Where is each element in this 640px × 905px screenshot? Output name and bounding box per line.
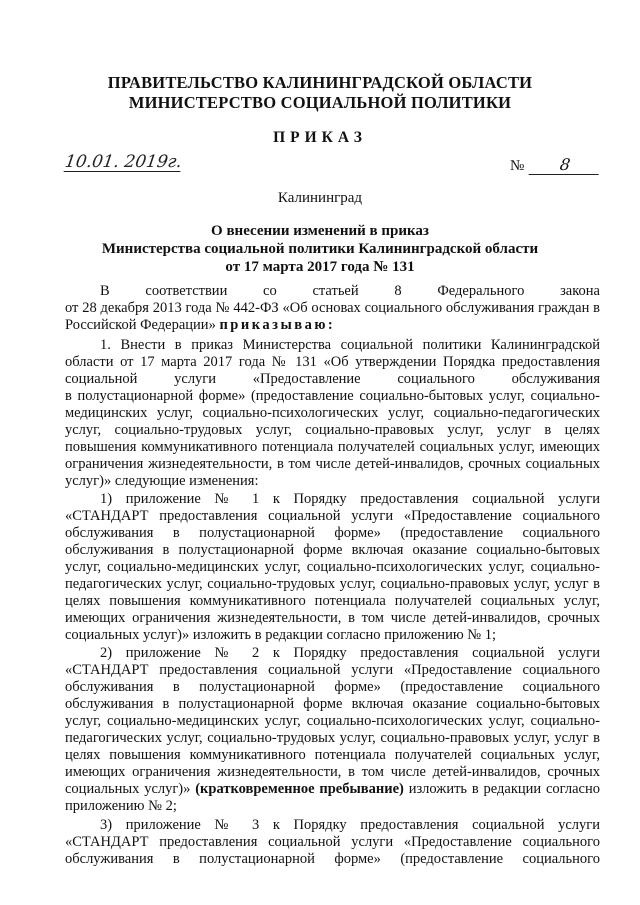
- number-label: №: [510, 158, 525, 174]
- body-line: обслуживания в полустационарной форме включая оказание социально-бытовых: [65, 542, 600, 558]
- body-line: обслуживания в полустационарной форме включая оказание социально-бытовых: [65, 696, 600, 712]
- body-line: педагогических услуг, социально-трудовых услуг, социально-правовых услуг, услуг в: [65, 576, 600, 592]
- body-line: В соответствии со статьей 8 Федерального закона: [100, 283, 600, 299]
- body-line: услуг, социально-медицинских услуг, социально-психологических услуг, социально-: [65, 559, 600, 575]
- body-line: от 28 декабря 2013 года № 442-ФЗ «Об основах социального обслуживания граждан в: [65, 300, 600, 316]
- body-text: изложить в редакции согласно: [408, 781, 600, 797]
- body-line: обслуживания в полустационарной форме» (предоставление социального: [65, 525, 600, 541]
- body-line: услуг)» следующие изменения:: [65, 473, 259, 489]
- body-line: 3) приложение № 3 к Порядку предоставления социальной услуги: [100, 817, 600, 833]
- body-line: 1) приложение № 1 к Порядку предоставления социальной услуги: [100, 491, 600, 507]
- body-line: имеющих ограничения жизнедеятельности, в том числе детей-инвалидов, срочных: [65, 610, 600, 626]
- title-line: Министерства социальной политики Калининградской области: [101, 241, 539, 257]
- body-line: «СТАНДАРТ предоставления социальной услуги «Предоставление социального: [65, 508, 600, 524]
- government-name: ПРАВИТЕЛЬСТВО КАЛИНИНГРАДСКОЙ ОБЛАСТИ: [107, 73, 533, 92]
- document-type: ПРИКАЗ: [273, 129, 367, 146]
- handwritten-date: 10.01. 2019г.: [63, 152, 184, 172]
- body-line: педагогических услуг, социально-трудовых услуг, социально-правовых услуг, услуг в: [65, 730, 600, 746]
- city: Калининград: [277, 190, 363, 206]
- handwritten-number: 8: [529, 155, 602, 175]
- body-line: [65, 781, 600, 797]
- order-number: [510, 155, 600, 175]
- body-line: медицинских услуг, социально-психологических услуг, социально-педагогических: [65, 405, 600, 421]
- body-line: социальных услуг)» изложить в редакции согласно приложению № 1;: [65, 627, 497, 643]
- body-line: услуг, социально-трудовых услуг, социально-правовых услуг, услуг в целях: [65, 422, 600, 438]
- body-line: [65, 317, 600, 333]
- body-line: социальной услуги «Предоставление социального обслуживания: [65, 371, 600, 387]
- ministry-name: МИНИСТЕРСТВО СОЦИАЛЬНОЙ ПОЛИТИКИ: [128, 93, 512, 112]
- emphasis-text: (кратковременное пребывание): [195, 781, 404, 797]
- body-text: социальных услуг)»: [65, 781, 191, 797]
- title-line: О внесении изменений в приказ: [211, 223, 429, 239]
- body-line: имеющих ограничения жизнедеятельности, в том числе детей-инвалидов, срочных: [65, 764, 600, 780]
- body-line: повышения коммуникативного потенциала получателей социальных услуг, имеющих: [65, 439, 600, 455]
- body-line: обслуживания в полустационарной форме» (предоставление социального: [65, 679, 600, 695]
- body-line: «СТАНДАРТ предоставления социальной услуги «Предоставление социального: [65, 834, 600, 850]
- body-line: целях повышения коммуникативного потенциала получателей социальных услуг,: [65, 593, 600, 609]
- body-text: Российской Федерации»: [65, 317, 216, 333]
- body-line: обслуживания в полустационарной форме» (предоставление социального: [65, 851, 600, 867]
- body-line: услуг, социально-медицинских услуг, социально-психологических услуг, социально-: [65, 713, 600, 729]
- title-line: от 17 марта 2017 года № 131: [225, 259, 415, 275]
- body-line: в полустационарной форме» (предоставление социально-бытовых услуг, социально-: [65, 388, 600, 404]
- body-line: приложению № 2;: [65, 798, 177, 814]
- body-line: ограничения жизнедеятельности, в том числе детей-инвалидов, срочных социальных: [65, 456, 600, 472]
- body-line: целях повышения коммуникативного потенциала получателей социальных услуг,: [65, 747, 600, 763]
- order-verb: приказываю:: [219, 317, 336, 333]
- body-line: 1. Внести в приказ Министерства социальной политики Калининградской: [100, 337, 600, 353]
- body-line: области от 17 марта 2017 года № 131 «Об утверждении Порядка предоставления: [65, 354, 600, 370]
- body-line: 2) приложение № 2 к Порядку предоставления социальной услуги: [100, 645, 600, 661]
- body-line: «СТАНДАРТ предоставления социальной услуги «Предоставление социального: [65, 662, 600, 678]
